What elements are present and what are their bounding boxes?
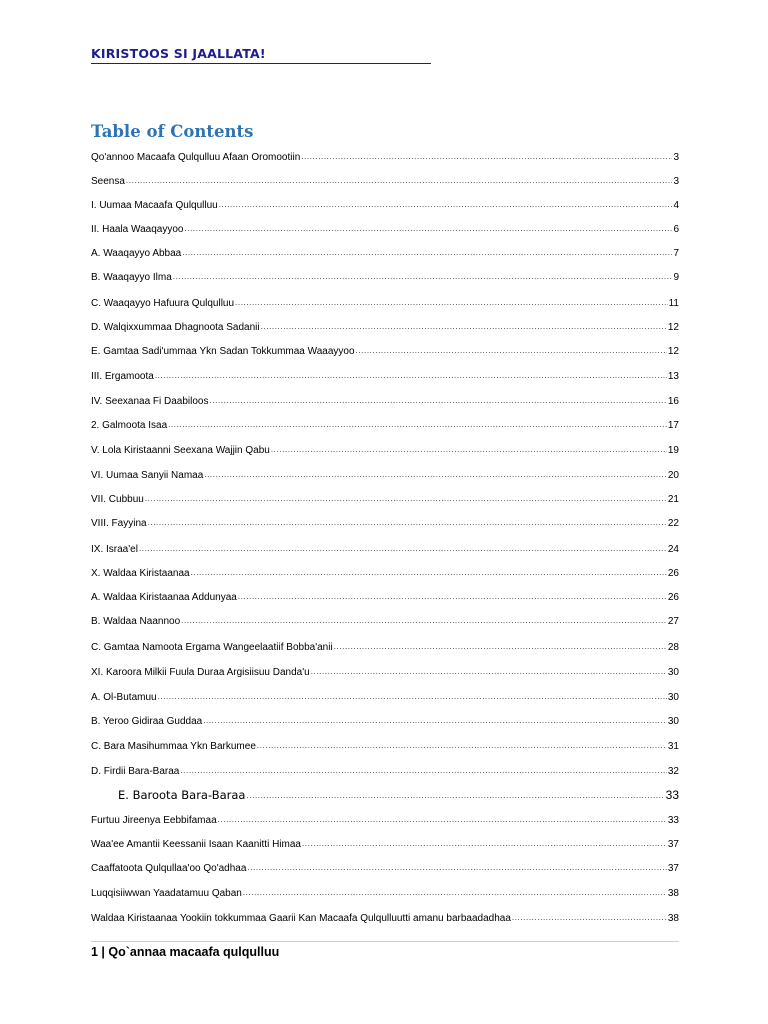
toc-entry-label: A. Waldaa Kiristaanaa Addunyaa bbox=[91, 592, 237, 603]
toc-entry-page: 24 bbox=[667, 544, 679, 555]
dot-leader bbox=[257, 738, 667, 753]
toc-entry-page: 33 bbox=[665, 788, 679, 802]
dot-leader bbox=[158, 689, 667, 704]
toc-entry[interactable] bbox=[91, 516, 679, 531]
toc-entry-page: 37 bbox=[667, 839, 679, 850]
toc-entry-page: 3 bbox=[673, 152, 679, 163]
dot-leader bbox=[238, 589, 667, 604]
toc-entry[interactable] bbox=[91, 369, 679, 384]
dot-leader bbox=[204, 467, 667, 482]
dot-leader bbox=[271, 442, 667, 457]
toc-entry-page: 11 bbox=[668, 298, 679, 309]
toc-entry[interactable] bbox=[91, 886, 679, 901]
toc-entry-label: Qo'annoo Macaafa Qulqulluu Afaan Oromootiin bbox=[91, 152, 301, 163]
dot-leader bbox=[181, 613, 667, 628]
toc-entry-label: IV. Seexanaa Fi Daabiloos bbox=[91, 396, 209, 407]
toc-entry[interactable] bbox=[91, 739, 679, 754]
toc-entry[interactable] bbox=[91, 690, 679, 705]
toc-entry[interactable] bbox=[91, 443, 679, 458]
toc-entry-label: VIII. Fayyina bbox=[91, 518, 147, 529]
dot-leader bbox=[261, 319, 667, 334]
toc-entry-page: 38 bbox=[667, 913, 679, 924]
toc-entry[interactable] bbox=[91, 837, 679, 852]
toc-entry[interactable] bbox=[91, 270, 679, 285]
toc-entry-page: 17 bbox=[667, 420, 679, 431]
dot-leader bbox=[334, 639, 667, 654]
dot-leader bbox=[182, 245, 672, 260]
dot-leader bbox=[301, 149, 672, 164]
document-header-title: KIRISTOOS SI JAALLATA! bbox=[91, 46, 431, 64]
dot-leader bbox=[243, 885, 667, 900]
toc-entry-page: 12 bbox=[667, 322, 679, 333]
toc-entry-label: E. Gamtaa Sadi'ummaa Ykn Sadan Tokkummaa Waaayyoo bbox=[91, 346, 355, 357]
toc-entry-label: E. Baroota Bara-Baraa bbox=[118, 788, 246, 802]
toc-entry[interactable] bbox=[91, 861, 679, 876]
toc-entry-label: D. Walqixxummaa Dhagnoota Sadanii bbox=[91, 322, 260, 333]
toc-entry[interactable] bbox=[91, 590, 679, 605]
dot-leader bbox=[173, 269, 673, 284]
toc-heading: Table of Contents bbox=[91, 122, 254, 141]
toc-entry[interactable] bbox=[91, 344, 679, 359]
toc-entry-label: Waldaa Kiristaanaa Yookiin tokkummaa Gaarii Kan Macaafa Qulqulluutti amanu barbaadadhaa bbox=[91, 913, 511, 924]
dot-leader bbox=[191, 565, 667, 580]
toc-entry-label: XI. Karoora Milkii Fuula Duraa Argisiisuu Danda'u bbox=[91, 667, 310, 678]
dot-leader bbox=[218, 812, 667, 827]
toc-entry-label: Luqqisiiwwan Yaadatamuu Qaban bbox=[91, 888, 242, 899]
toc-entry[interactable] bbox=[91, 320, 679, 335]
toc-entry-page: 33 bbox=[667, 815, 679, 826]
toc-entry-label: C. Waaqayyo Hafuura Qulqulluu bbox=[91, 298, 235, 309]
dot-leader bbox=[148, 515, 667, 530]
toc-entry-label: X. Waldaa Kiristaanaa bbox=[91, 568, 190, 579]
toc-entry[interactable] bbox=[91, 222, 679, 237]
toc-entry-page: 22 bbox=[667, 518, 679, 529]
toc-entry-page: 12 bbox=[667, 346, 679, 357]
dot-leader bbox=[247, 860, 666, 875]
footer-divider bbox=[91, 941, 679, 942]
toc-entry-page: 21 bbox=[667, 494, 679, 505]
toc-entry-label: 2. Galmoota Isaa bbox=[91, 420, 168, 431]
toc-entry-page: 26 bbox=[667, 592, 679, 603]
dot-leader bbox=[219, 197, 673, 212]
page-footer: 1 | Qo`annaa macaafa qulqulluu bbox=[91, 945, 280, 959]
dot-leader bbox=[180, 763, 667, 778]
toc-entry-label: V. Lola Kiristaanni Seexana Wajjin Qabu bbox=[91, 445, 270, 456]
toc-entry-page: 7 bbox=[673, 248, 679, 259]
toc-entry-label: Waa'ee Amantii Keessanii Isaan Kaanitti Himaa bbox=[91, 839, 301, 850]
toc-entry-label: Seensa bbox=[91, 176, 125, 187]
toc-entry[interactable] bbox=[118, 788, 679, 803]
toc-entry-label: A. Waaqayyo Abbaa bbox=[91, 248, 182, 259]
toc-entry[interactable] bbox=[91, 468, 679, 483]
toc-entry-label: B. Waaqayyo Ilma bbox=[91, 272, 172, 283]
dot-leader bbox=[168, 417, 667, 432]
toc-entry-page: 31 bbox=[667, 741, 679, 752]
toc-entry-page: 4 bbox=[673, 200, 679, 211]
toc-entry[interactable] bbox=[91, 911, 679, 926]
toc-entry-label: VI. Uumaa Sanyii Namaa bbox=[91, 470, 204, 481]
toc-entry-page: 19 bbox=[667, 445, 679, 456]
toc-entry-label: III. Ergamoota bbox=[91, 371, 154, 382]
toc-entry-page: 3 bbox=[673, 176, 679, 187]
toc-entry[interactable] bbox=[91, 150, 679, 165]
dot-leader bbox=[139, 541, 667, 556]
toc-entry[interactable] bbox=[91, 418, 679, 433]
toc-entry[interactable] bbox=[91, 296, 679, 311]
toc-entry-page: 20 bbox=[667, 470, 679, 481]
dot-leader bbox=[235, 295, 668, 310]
toc-entry-label: C. Gamtaa Namoota Ergama Wangeelaatiif Bobba'anii bbox=[91, 642, 333, 653]
toc-entry-label: Furtuu Jireenya Eebbifamaa bbox=[91, 815, 217, 826]
toc-entry-page: 9 bbox=[673, 272, 679, 283]
toc-entry-label: VII. Cubbuu bbox=[91, 494, 144, 505]
dot-leader bbox=[145, 491, 667, 506]
toc-entry-page: 16 bbox=[667, 396, 679, 407]
toc-entry-label: A. Ol-Butamuu bbox=[91, 692, 157, 703]
dot-leader bbox=[184, 221, 672, 236]
dot-leader bbox=[126, 173, 673, 188]
toc-entry-label: B. Yeroo Gidiraa Guddaa bbox=[91, 716, 203, 727]
toc-entry-page: 38 bbox=[667, 888, 679, 899]
toc-entry-page: 26 bbox=[667, 568, 679, 579]
toc-entry-label: D. Firdii Bara-Baraa bbox=[91, 766, 180, 777]
toc-entry-page: 6 bbox=[673, 224, 679, 235]
dot-leader bbox=[210, 393, 667, 408]
toc-entry-page: 13 bbox=[667, 371, 679, 382]
toc-entry[interactable] bbox=[91, 174, 679, 189]
toc-entry-label: II. Haala Waaqayyoo bbox=[91, 224, 184, 235]
toc-entry-page: 37 bbox=[667, 863, 679, 874]
toc-entry[interactable] bbox=[91, 198, 679, 213]
dot-leader bbox=[302, 836, 667, 851]
toc-entry[interactable] bbox=[91, 542, 679, 557]
toc-entry-page: 28 bbox=[667, 642, 679, 653]
toc-entry[interactable] bbox=[91, 614, 679, 629]
toc-entry[interactable] bbox=[91, 665, 679, 680]
toc-entry-page: 30 bbox=[667, 716, 679, 727]
toc-entry-label: C. Bara Masihummaa Ykn Barkumee bbox=[91, 741, 256, 752]
toc-entry-page: 30 bbox=[667, 692, 679, 703]
toc-entry-label: B. Waldaa Naannoo bbox=[91, 616, 181, 627]
toc-entry[interactable] bbox=[91, 394, 679, 409]
toc-entry-page: 30 bbox=[667, 667, 679, 678]
toc-entry-label: IX. Israa'el bbox=[91, 544, 138, 555]
toc-entry[interactable] bbox=[91, 566, 679, 581]
toc-entry-label: I. Uumaa Macaafa Qulqulluu bbox=[91, 200, 218, 211]
toc-entry-page: 27 bbox=[667, 616, 679, 627]
toc-entry[interactable] bbox=[91, 246, 679, 261]
toc-entry-label: Caaffatoota Qulqullaa'oo Qo'adhaa bbox=[91, 863, 247, 874]
dot-leader bbox=[246, 788, 664, 803]
toc-entry[interactable] bbox=[91, 764, 679, 779]
toc-entry[interactable] bbox=[91, 640, 679, 655]
toc-entry[interactable] bbox=[91, 492, 679, 507]
toc-entry[interactable] bbox=[91, 714, 679, 729]
dot-leader bbox=[356, 343, 667, 358]
dot-leader bbox=[311, 664, 667, 679]
dot-leader bbox=[155, 368, 667, 383]
toc-entry-page: 32 bbox=[667, 766, 679, 777]
toc-entry[interactable] bbox=[91, 813, 679, 828]
dot-leader bbox=[512, 910, 667, 925]
dot-leader bbox=[203, 713, 667, 728]
